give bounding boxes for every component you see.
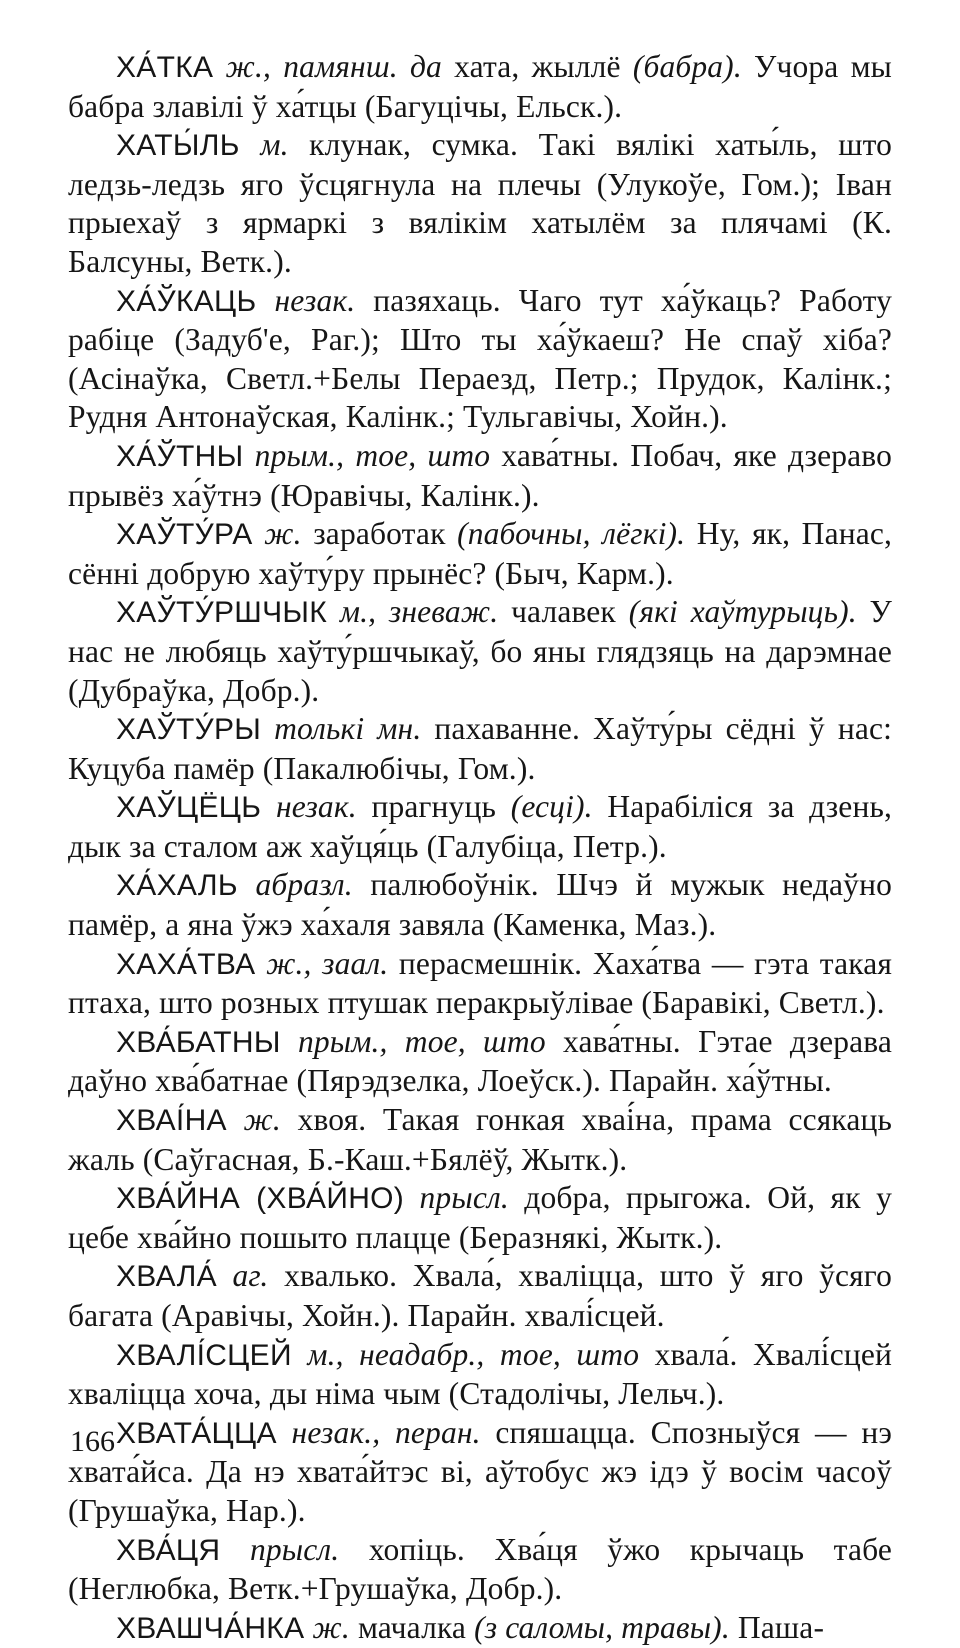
dictionary-entry (68, 1257, 892, 1335)
dictionary-entry (68, 437, 892, 515)
entry-gloss: (пабочны, лёгкі). (457, 516, 686, 552)
entry-headword: ХА́ЎКАЦЬ (116, 284, 257, 318)
dictionary-entry (68, 1531, 892, 1609)
entry-definition: хвалько. (284, 1258, 398, 1294)
entry-definition: перасмешнік. (398, 945, 583, 981)
entry-definition: палюбоўнік. (370, 867, 539, 903)
entry-definition: хвоя. (297, 1102, 367, 1138)
entry-gloss: (з саломы, травы). (474, 1609, 730, 1645)
entry-headword: ХВАЛІ́СЦЕЙ (116, 1338, 292, 1372)
dictionary-entry (68, 593, 892, 710)
entry-label: прым., тое, што (297, 1023, 546, 1059)
entry-headword: ХВА́ЦЯ (116, 1533, 221, 1567)
entry-headword: ХВА́ЙНА (ХВА́ЙНО) (116, 1182, 405, 1216)
entry-example: Шчэ й мужык недаўно памёр, а яна ўжэ ха́халя завяла (Каменка, Маз.). (68, 867, 892, 943)
entry-example: Хва́ця ўжо крычаць табе (Неглюбка, Ветк.+Грушаўка, Добр.). (68, 1531, 892, 1607)
entry-label: незак. (274, 282, 356, 318)
entry-example: Хвала́, хваліцца, што ў яго ўсяго багата (Аравічы, Хойн.). Парайн. хвалі́сцей. (68, 1258, 892, 1333)
dictionary-entry (68, 48, 892, 126)
entry-headword: ХВА́БАТНЫ (116, 1025, 281, 1059)
entry-definition: мачалка (357, 1609, 467, 1645)
entry-definition: прагнуць (371, 789, 496, 825)
entry-definition: хава́тны. (501, 437, 620, 473)
entry-headword: ХА́ХАЛЬ (116, 869, 238, 903)
entry-example: Ой, як у цебе хва́йно пошыто плацце (Беразнякі, Жытк.). (68, 1180, 892, 1255)
entry-headword: ХАЎЦЁЦЬ (116, 791, 262, 825)
dictionary-entry (68, 515, 892, 593)
entry-label: ж., памянш. да (225, 49, 442, 84)
entry-gloss: (бабра). (632, 49, 742, 84)
entry-headword: ХВАІ́НА (116, 1104, 227, 1138)
entry-example: Побач, яке дзераво прывёз ха́ўтнэ (Юравічы, Калінк.). (68, 437, 893, 513)
entry-label: прысл. (419, 1180, 509, 1216)
entry-definition: хопіць. (368, 1531, 465, 1567)
dictionary-page (68, 48, 892, 1648)
entry-headword: ХВАШЧА́НКА (116, 1611, 305, 1645)
dictionary-entry (68, 710, 892, 788)
dictionary-entry (68, 126, 892, 281)
entry-definition: добра, прыгожа. (524, 1180, 752, 1216)
entry-label: незак., перан. (291, 1414, 481, 1450)
entry-headword: ХАТЫ́ЛЬ (116, 129, 240, 163)
entry-label: ж. (312, 1609, 350, 1645)
entry-definition: пахаванне. (434, 711, 581, 747)
dictionary-entry (68, 1023, 892, 1101)
entry-headword: ХАЎТУ́РА (116, 518, 253, 552)
entry-label: абразл. (255, 867, 353, 903)
dictionary-entry (68, 282, 892, 437)
entry-label: незак. (275, 789, 357, 825)
page-number: 166 (70, 1425, 115, 1458)
entry-gloss: (які хаўтурыць). (628, 594, 857, 630)
dictionary-entry (68, 1101, 892, 1179)
entry-example: Хаха́тва — гэта такая птаха, што розных птушак перакрыўлівае (Баравікі, Светл.). (68, 945, 892, 1021)
entry-headword: ХАЎТУ́РЫ (116, 713, 262, 747)
entry-headword: ХАЎТУ́РШЧЫК (116, 596, 327, 630)
entry-label: прым., тое, што (254, 437, 491, 473)
dictionary-entry (68, 1336, 892, 1414)
entry-definition: клунак, сумка. (309, 127, 518, 163)
entry-gloss: (есці). (510, 789, 593, 825)
entry-label: м., зневаж. (339, 594, 499, 630)
entry-definition: чалавек (511, 594, 616, 630)
entry-example: Ну, як, Панас, сённі добрую хаўту́ру прынёс? (Быч, Карм.). (68, 516, 892, 591)
entry-definition: хава́тны. (563, 1023, 681, 1059)
entry-example: У нас не любяць хаўту́ршчыкаў, бо яны глядзяць на дарэмнае (Дубраўка, Добр.). (68, 594, 892, 708)
dictionary-entry (68, 1609, 892, 1648)
entry-definition: хата, жыллё (454, 49, 621, 84)
entry-label: ж. (264, 516, 302, 552)
entry-example: Спозныўся — нэ хвата́йса. Да нэ хвата́йтэс ві, аўтобус жэ ідэ ў восім часоў (Грушаўка, Нар.). (68, 1414, 893, 1528)
entry-label: толькі мн. (274, 711, 422, 747)
entry-example: Гэтае дзерава даўно хва́батнае (Пярэдзелка, Лоеўск.). Парайн. ха́ўтны. (68, 1023, 892, 1099)
entry-definition: заработак (313, 516, 446, 552)
dictionary-entry (68, 788, 892, 866)
entry-headword: ХА́ТКА (116, 51, 214, 84)
entry-headword: ХАХА́ТВА (116, 947, 256, 981)
dictionary-entry (68, 1179, 892, 1257)
entry-label: прысл. (249, 1531, 340, 1567)
entry-definition: пазяхаць. (373, 282, 501, 318)
entry-example: Такая гонкая хваі́на, прама ссякаць жаль (Саўгасная, Б.-Каш.+Бялёў, Жытк.). (68, 1102, 893, 1177)
entry-example: Нарабіліся за дзень, дык за сталом аж хаўця́ць (Галубіца, Петр.). (68, 789, 892, 864)
entry-label: ж., заал. (266, 945, 389, 981)
dictionary-entry (68, 1414, 892, 1531)
entry-label: аг. (232, 1258, 269, 1294)
entry-headword: ХВАЛА́ (116, 1260, 217, 1294)
entry-example: Хаўту́ры сёдні ў нас: Куцуба памёр (Пакалюбічы, Гом.). (68, 711, 892, 786)
entry-label: м. (260, 127, 289, 163)
entry-label: ж. (243, 1102, 281, 1138)
entry-example: Чаго тут ха́ўкаць? Работу рабіце (Задуб'е, Раг.); Што ты ха́ўкаеш? Не спаў хіба? (Асінаўка, Светл.+Белы Пераезд, Петр.; Прудок, Калінк.; Рудня Антонаўская, Калінк.; Тульгавічы, Хойн.). (68, 282, 893, 435)
entry-example: Хвалі́сцей хваліцца хоча, ды німа чым (Стадолічы, Лельч.). (68, 1336, 892, 1412)
entry-headword: ХА́ЎТНЫ (116, 439, 244, 473)
entry-example: Паша- (737, 1609, 825, 1645)
entry-label: м., неадабр., тое, што (307, 1336, 640, 1372)
entry-headword: ХВАТА́ЦЦА (116, 1416, 277, 1450)
entry-definition: спяшацца. (495, 1414, 636, 1450)
dictionary-entry (68, 866, 892, 944)
entry-definition: хвала́. (654, 1336, 738, 1372)
entry-example: Такі вялікі хаты́ль, што ледзь-ледзь яго ўсцягнула на плечы (Улукоўе, Гом.); Іван прыехаў з ярмаркі з вялікім хатылём за плячамі (К. Балсуны, Ветк.). (68, 127, 892, 279)
dictionary-entry (68, 945, 892, 1023)
entry-example: Учора мы бабра злавілі ў ха́тцы (Багуцічы, Ельск.). (68, 49, 892, 124)
